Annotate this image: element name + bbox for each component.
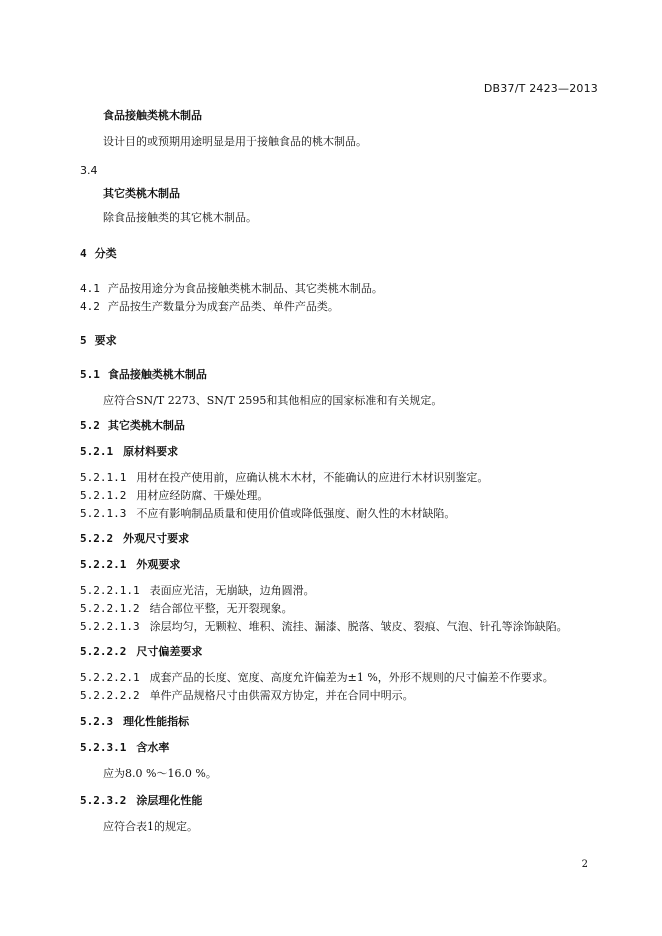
section-heading-5: 5 要求 [80, 334, 117, 347]
clause-5-2-1-1: 5.2.1.1 用材在投产使用前，应确认桃木木材，不能确认的应进行木材识别鉴定。 [80, 471, 489, 484]
clause-5-2-2-2-1: 5.2.2.2.1 成套产品的长度、宽度、高度允许偏差为±1 %，外形不规则的尺寸偏差不作要求。 [80, 671, 554, 684]
clause-4-1: 4.1 产品按用途分为食品接触类桃木制品、其它类桃木制品。 [80, 282, 383, 295]
section-heading-5-2-2-1: 5.2.2.1 外观要求 [80, 558, 181, 571]
clause-5-2-3-1-text: 应为8.0 %～16.0 %。 [103, 767, 217, 780]
section-heading-5-2-2: 5.2.2 外观尺寸要求 [80, 532, 190, 545]
clause-5-2-2-2-2: 5.2.2.2.2 单件产品规格尺寸由供需双方协定，并在合同中明示。 [80, 689, 414, 702]
document-header: DB37/T 2423—2013 [483, 82, 598, 95]
section-heading-5-2-3-2: 5.2.3.2 涂层理化性能 [80, 794, 203, 807]
page-number: 2 [581, 859, 588, 870]
term-definition-other: 除食品接触类的其它桃木制品。 [103, 211, 257, 224]
clause-5-2-2-1-2: 5.2.2.1.2 结合部位平整，无开裂现象。 [80, 602, 293, 615]
term-heading-other: 其它类桃木制品 [103, 187, 180, 200]
clause-5-2-1-2: 5.2.1.2 用材应经防腐、干燥处理。 [80, 489, 269, 502]
section-number-3-4: 3.4 [80, 164, 98, 177]
section-heading-5-2-3: 5.2.3 理化性能指标 [80, 715, 190, 728]
term-heading-food-contact: 食品接触类桃木制品 [103, 109, 202, 122]
clause-4-2: 4.2 产品按生产数量分为成套产品类、单件产品类。 [80, 300, 339, 313]
clause-5-2-2-1-3: 5.2.2.1.3 涂层均匀，无颗粒、堆积、流挂、漏漆、脱落、皱皮、裂痕、气泡、针孔等涂饰缺陷。 [80, 620, 568, 633]
section-heading-5-2-2-2: 5.2.2.2 尺寸偏差要求 [80, 645, 203, 658]
section-heading-5-2-1: 5.2.1 原材料要求 [80, 445, 179, 458]
section-heading-5-2-3-1: 5.2.3.1 含水率 [80, 741, 170, 754]
section-heading-4: 4 分类 [80, 247, 117, 260]
section-heading-5-2: 5.2 其它类桃木制品 [80, 419, 185, 432]
clause-5-2-1-3: 5.2.1.3 不应有影响制品质量和使用价值或降低强度、耐久性的木材缺陷。 [80, 507, 456, 520]
term-definition-food-contact: 设计目的或预期用途明显是用于接触食品的桃木制品。 [103, 135, 367, 148]
clause-5-1-text: 应符合SN/T 2273、SN/T 2595和其他相应的国家标准和有关规定。 [103, 394, 443, 407]
section-heading-5-1: 5.1 食品接触类桃木制品 [80, 368, 207, 381]
clause-5-2-3-2-text: 应符合表1的规定。 [103, 820, 198, 833]
clause-5-2-2-1-1: 5.2.2.1.1 表面应光洁，无崩缺，边角圆滑。 [80, 584, 315, 597]
